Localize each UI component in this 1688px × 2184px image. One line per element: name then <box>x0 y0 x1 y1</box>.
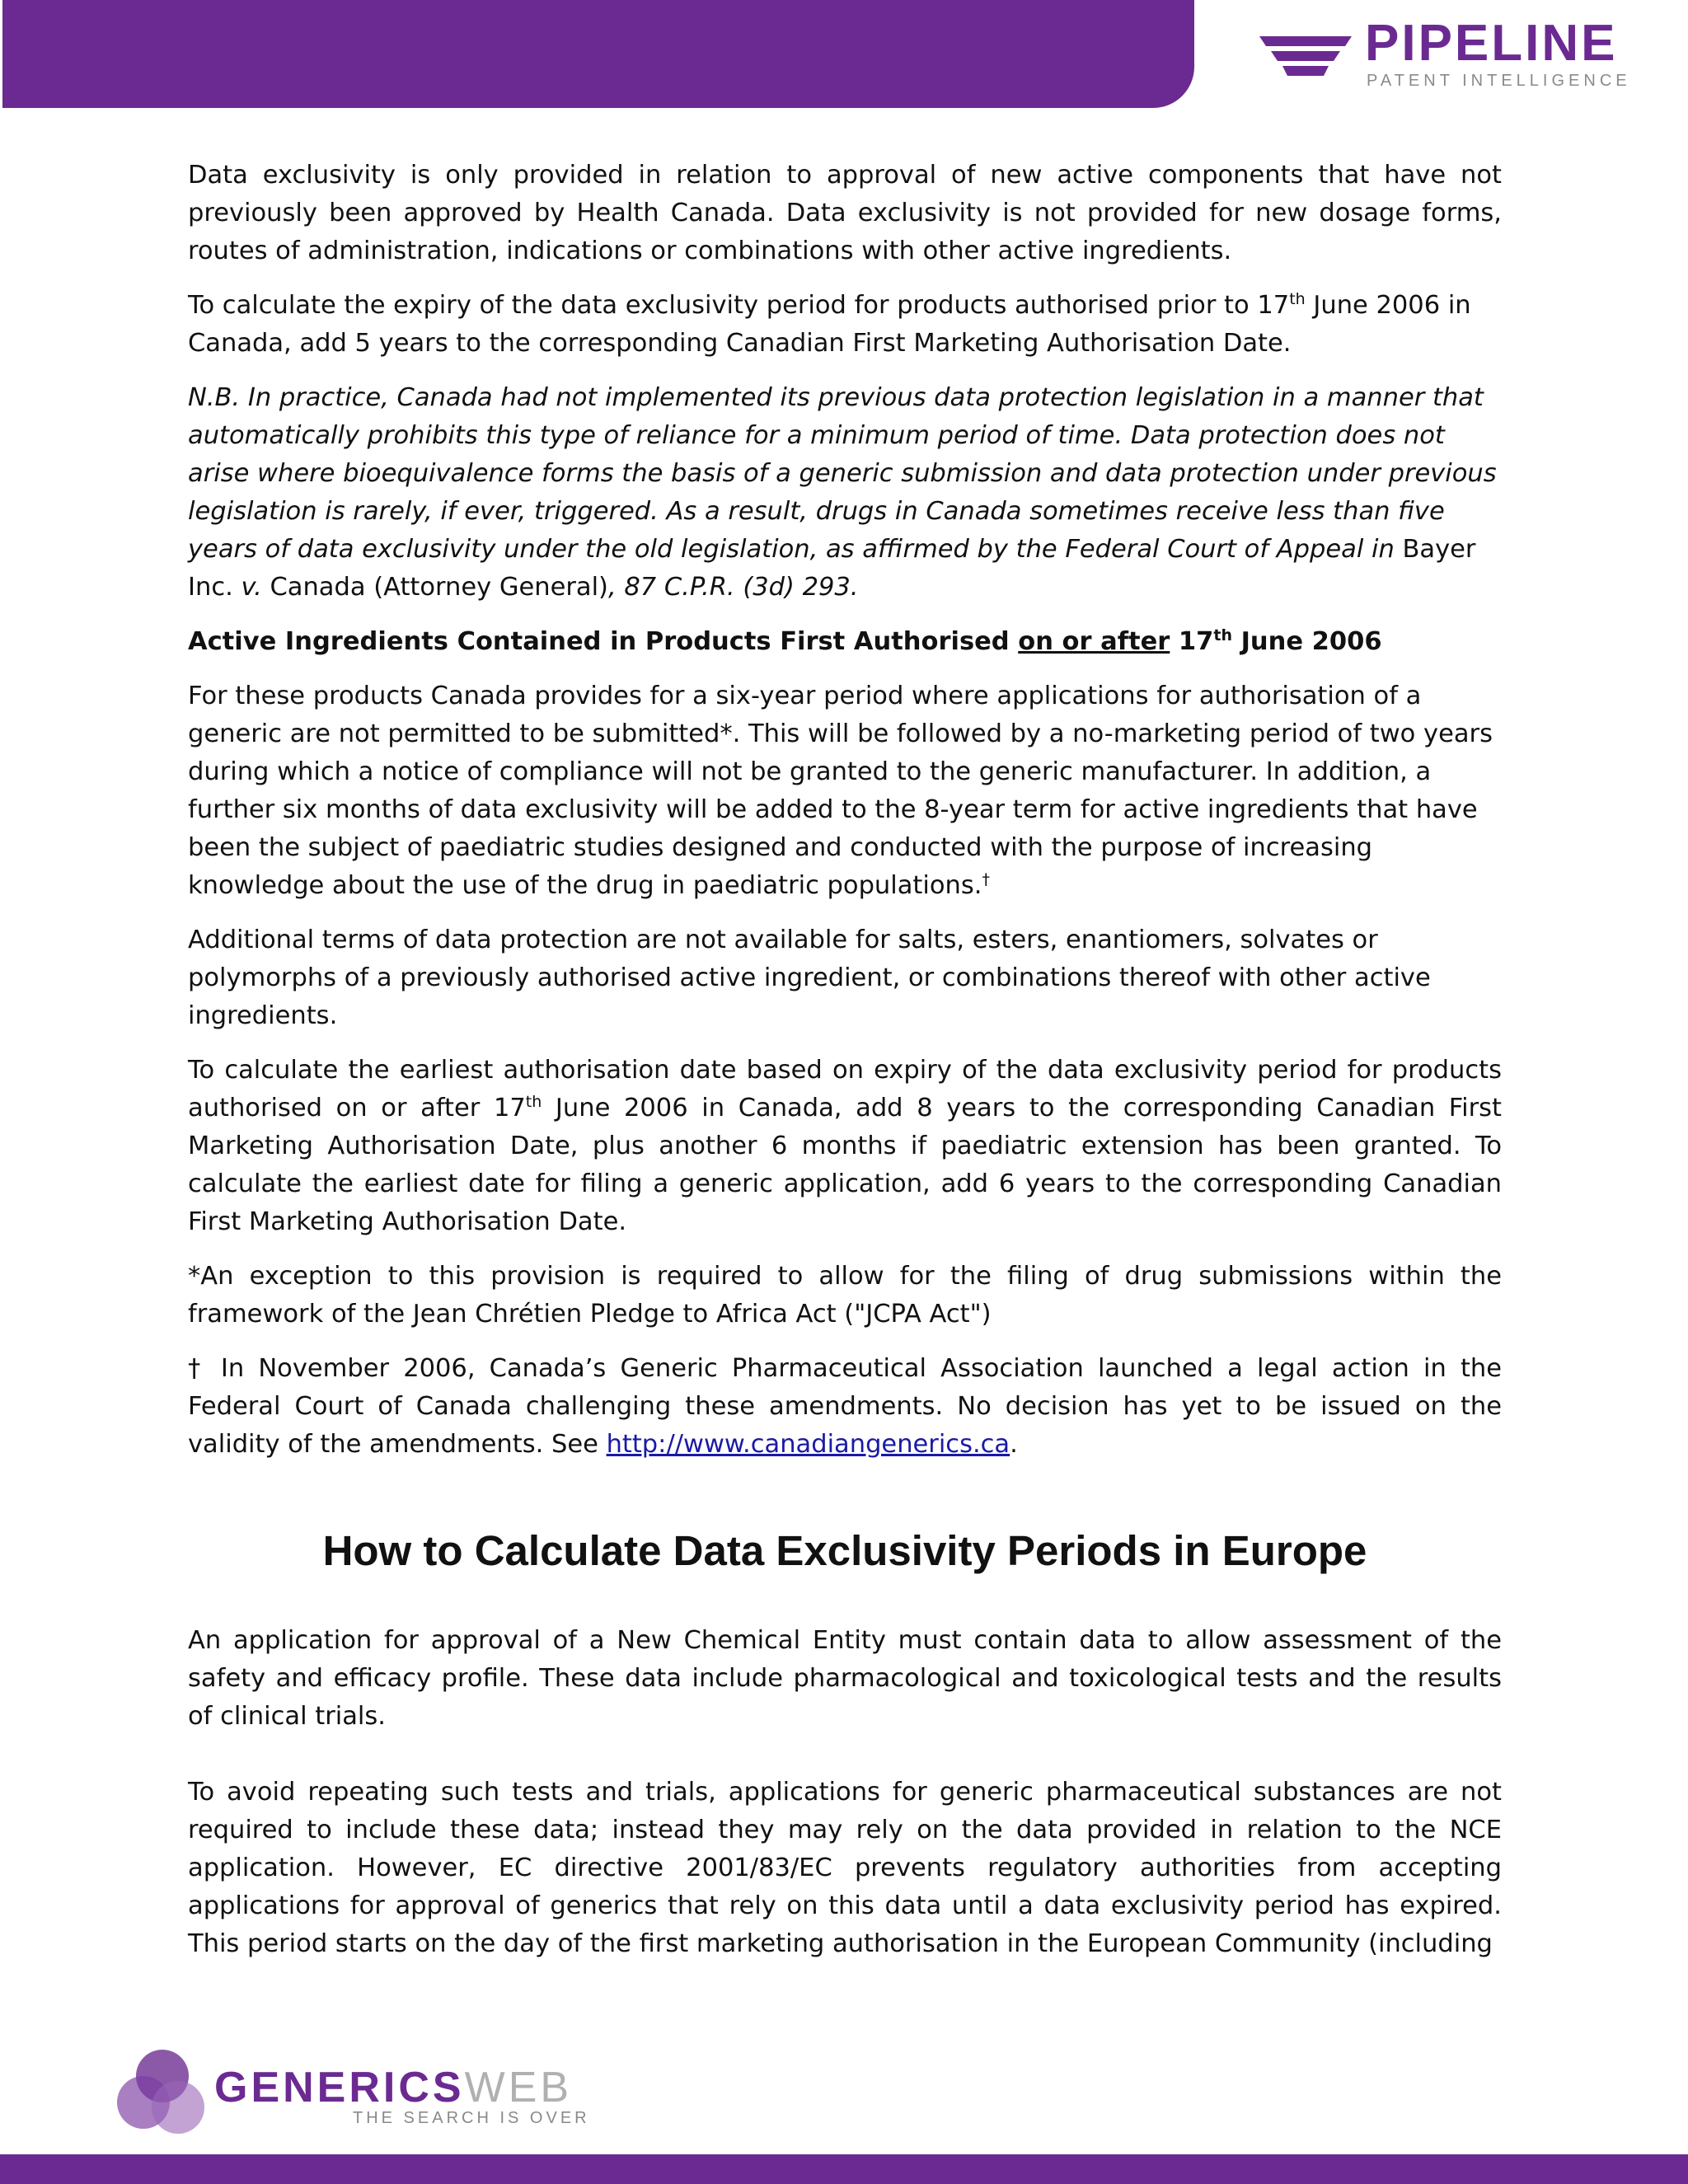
superscript: th <box>525 1092 542 1111</box>
footnote-legal-action <box>188 1350 1502 1464</box>
underlined-text: on or after <box>1018 627 1170 656</box>
header-band <box>2 0 1194 108</box>
text: . <box>1010 1430 1018 1459</box>
logo-word-web: WEB <box>464 2064 573 2111</box>
genericsweb-logo <box>117 2048 645 2139</box>
dagger-footnote-ref: † <box>982 869 990 888</box>
paragraph-additional-terms: Additional terms of data protection are not available for salts, esters, enantiomers, solvates or polymorphs of a previously authorised active ingredient, or combinations thereof with other active ingredients. <box>188 926 1431 1030</box>
document-body <box>188 157 1502 1980</box>
paragraph-earliest-authorisation <box>188 1052 1502 1241</box>
text: N.B. In practice, Canada had not implemented its previous data protection legislation in a manner that automatically prohibits this type of reliance for a minimum period of time. Data protection does not arise where bioequivalence forms the basis of a generic submission and data protection under previous legislation is rarely, if ever, triggered. As a result, drugs in Canada sometimes receive less than five years of data exclusivity under the old legislation, as affirmed by the Federal Court of Appeal in <box>188 383 1497 564</box>
case-name: Bayer Inc. <box>188 535 1476 602</box>
superscript: th <box>1213 626 1232 644</box>
genericsweb-logo-icon <box>117 2048 208 2139</box>
paragraph-nce-application: An application for approval of a New Chemical Entity must contain data to allow assessment of the safety and efficacy profile. These data include pharmacological and toxicological tests and the results of clinical trials. <box>188 1626 1502 1731</box>
text: To calculate the earliest authorisation date based on expiry of the data exclusivity period for products authorised on or after 17 <box>188 1056 1502 1122</box>
text: For these products Canada provides for a six-year period where applications for authorisation of a generic are not permitted to be submitted*. This will be followed by a no-marketing period of two years during which a notice of compliance will not be granted to the generic manufacturer. In addition, a further six months of data exclusivity will be added to the 8-year term for active ingredients that have been the subject of paediatric studies designed and conducted with the purpose of increasing knowledge about the use of the drug in paediatric populations. <box>188 682 1493 900</box>
text: June 2006 in Canada, add 8 years to the corresponding Canadian First Marketing Authorisation Date, plus another 6 months if paediatric extension has been granted. To calculate the earliest date for filing a generic application, add 6 years to the corresponding Canadian First Marketing Authorisation Date. <box>188 1094 1502 1236</box>
superscript: th <box>1289 289 1306 308</box>
text: 17 <box>1170 627 1214 656</box>
footer-band <box>0 2154 1688 2184</box>
pipeline-logo-icon <box>1259 26 1358 84</box>
text: June 2006 <box>1231 627 1382 656</box>
paragraph-data-exclusivity-scope: Data exclusivity is only provided in relation to approval of new active components that have not previously been approved by Health Canada. Data exclusivity is not provided for new dosage forms, routes of administration, indications or combinations with other active ingredients. <box>188 161 1502 265</box>
text: June 2006 in Canada, add 5 years to the corresponding Canadian First Marketing Authorisation Date. <box>188 291 1471 358</box>
paragraph-six-year-period <box>188 677 1502 905</box>
case-citation: , 87 C.P.R. (3d) 293. <box>607 573 859 602</box>
pipeline-logo <box>1259 15 1672 92</box>
footnote-jcpa-exception: *An exception to this provision is required to allow for the filing of drug submissions within the framework of the Jean Chrétien Pledge to Africa Act ("JCPA Act") <box>188 1262 1502 1329</box>
canadiangenerics-link[interactable]: http://www.canadiangenerics.ca <box>606 1430 1010 1459</box>
section-heading <box>188 623 1502 661</box>
pipeline-logo-tagline: PATENT INTELLIGENCE <box>1367 72 1631 90</box>
case-versus: v. <box>241 573 262 602</box>
genericsweb-logo-tagline: THE SEARCH IS OVER <box>353 2109 590 2127</box>
genericsweb-logo-word <box>214 2066 572 2109</box>
section-title-europe: How to Calculate Data Exclusivity Periods in Europe <box>322 1527 1367 1574</box>
paragraph-nb-note <box>188 379 1502 607</box>
text: Active Ingredients Contained in Products First Authorised <box>188 627 1019 656</box>
case-name: Canada (Attorney General) <box>261 573 608 602</box>
paragraph-generic-reliance: To avoid repeating such tests and trials, applications for generic pharmaceutical substances are not required to include these data; instead they may rely on the data provided in relation to the NCE application. However, EC directive 2001/83/EC prevents regulatory authorities from accepting applications for approval of generics that rely on this data until a data exclusivity period has expired. This period starts on the day of the first marketing authorisation in the European Community (including <box>188 1778 1502 1958</box>
text: † In November 2006, Canada’s Generic Pharmaceutical Association launched a legal action in the Federal Court of Canada challenging these amendments. No decision has yet to be issued on the validity of the amendments. See <box>188 1354 1502 1459</box>
pipeline-logo-word: PIPELINE <box>1365 15 1618 72</box>
logo-word-generics: GENERICS <box>214 2064 465 2111</box>
paragraph-expiry-before-2006 <box>188 287 1502 363</box>
text: To calculate the expiry of the data exclusivity period for products authorised prior to 17 <box>188 291 1290 320</box>
